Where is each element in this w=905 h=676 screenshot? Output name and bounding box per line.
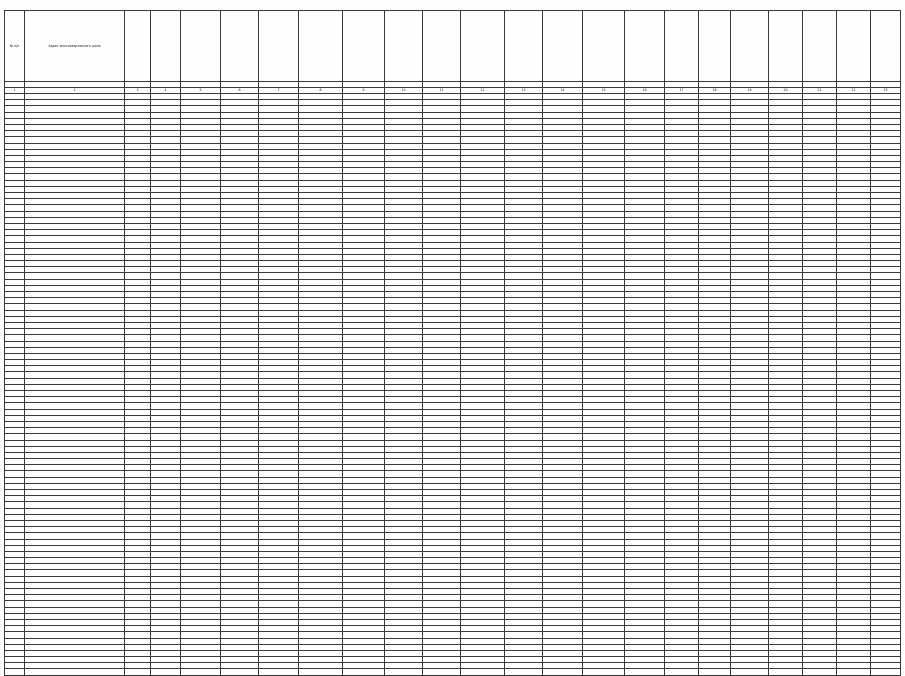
column-header: [625, 11, 665, 82]
table-row: [5, 669, 901, 675]
data-cell: [769, 669, 803, 675]
data-cell: [5, 669, 25, 675]
data-cell: [259, 669, 299, 675]
data-cell: [181, 669, 221, 675]
column-header: [837, 11, 871, 82]
data-cell: [871, 669, 901, 675]
data-cell: [299, 669, 343, 675]
column-header: № п/п: [5, 11, 25, 82]
data-cell: [837, 669, 871, 675]
column-header: [259, 11, 299, 82]
column-number: 21: [803, 88, 837, 94]
column-number: 23: [871, 88, 901, 94]
column-header: [423, 11, 461, 82]
column-header: [343, 11, 385, 82]
data-cell: [803, 669, 837, 675]
column-number: 13: [505, 88, 543, 94]
column-number: 17: [665, 88, 699, 94]
data-cell: [505, 669, 543, 675]
column-number: 8: [299, 88, 343, 94]
column-header: [181, 11, 221, 82]
data-cell: [343, 669, 385, 675]
data-cell: [625, 669, 665, 675]
column-number: 2: [25, 88, 125, 94]
column-number: 20: [769, 88, 803, 94]
column-header: [769, 11, 803, 82]
column-number: 18: [699, 88, 731, 94]
column-header: [543, 11, 583, 82]
column-header: [461, 11, 505, 82]
column-header: [221, 11, 259, 82]
column-number: 6: [221, 88, 259, 94]
column-number: 11: [423, 88, 461, 94]
column-number: 14: [543, 88, 583, 94]
column-number: 9: [343, 88, 385, 94]
column-header: [151, 11, 181, 82]
column-header: [385, 11, 423, 82]
column-number: 16: [625, 88, 665, 94]
column-header: [665, 11, 699, 82]
column-number: 7: [259, 88, 299, 94]
column-number: 5: [181, 88, 221, 94]
data-cell: [125, 669, 151, 675]
column-number: 12: [461, 88, 505, 94]
column-header: [125, 11, 151, 82]
column-header: [583, 11, 625, 82]
data-cell: [543, 669, 583, 675]
column-header: Адрес многоквартирного дома: [25, 11, 125, 82]
column-number: 4: [151, 88, 181, 94]
column-header: [731, 11, 769, 82]
data-cell: [731, 669, 769, 675]
column-number: 3: [125, 88, 151, 94]
column-header: [699, 11, 731, 82]
register-table: [4, 10, 901, 676]
header-row: [5, 11, 901, 82]
data-cell: [385, 669, 423, 675]
column-number: 22: [837, 88, 871, 94]
data-cell: [151, 669, 181, 675]
column-header: [803, 11, 837, 82]
address-cell: [25, 669, 125, 675]
column-header: [505, 11, 543, 82]
data-cell: [583, 669, 625, 675]
column-number: 10: [385, 88, 423, 94]
column-number: 19: [731, 88, 769, 94]
column-header: [871, 11, 901, 82]
data-cell: [423, 669, 461, 675]
data-cell: [461, 669, 505, 675]
data-cell: [699, 669, 731, 675]
column-header: [299, 11, 343, 82]
data-cell: [665, 669, 699, 675]
data-cell: [221, 669, 259, 675]
page-number: [440, 2, 464, 8]
column-number: 1: [5, 88, 25, 94]
column-number: 15: [583, 88, 625, 94]
